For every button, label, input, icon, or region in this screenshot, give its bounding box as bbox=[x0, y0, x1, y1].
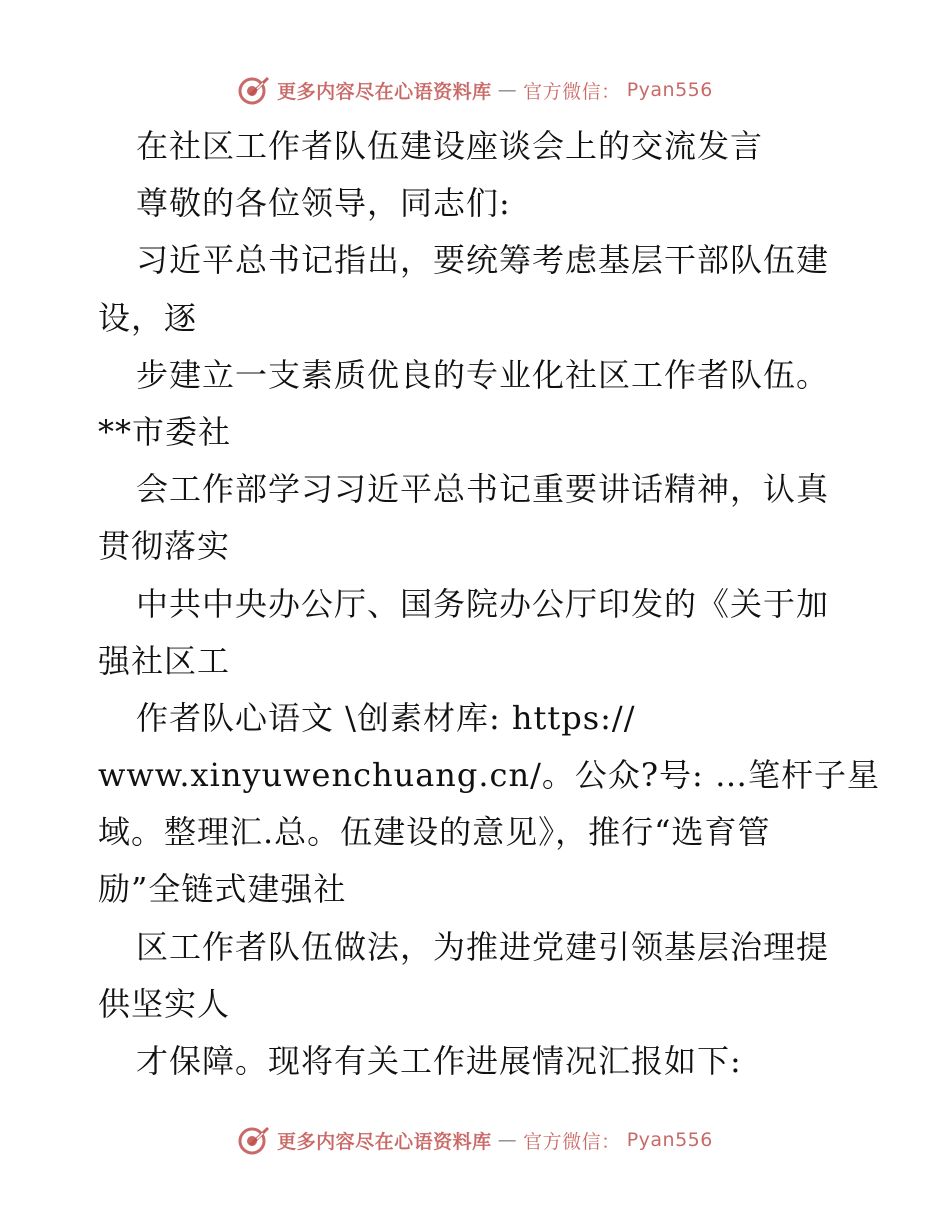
document-body bbox=[98, 118, 880, 1090]
paragraph-line: 步建立一支素质优良的专业化社区工作者队伍。 bbox=[136, 355, 830, 394]
paragraph-line: 设，逐 bbox=[98, 298, 198, 337]
paragraph-line: 区工作者队伍做法，为推进党建引领基层治理提 bbox=[136, 927, 830, 966]
paragraph-line: 会工作部学习习近平总书记重要讲话精神，认真 bbox=[136, 470, 830, 509]
watermark-wechat-label: 官方微信： bbox=[523, 1130, 621, 1153]
watermark-dash: — bbox=[497, 1129, 518, 1151]
header-watermark bbox=[0, 70, 950, 110]
watermark-wechat-id: Pyan556 bbox=[626, 1129, 713, 1151]
paragraph-line: 习近平总书记指出，要统筹考虑基层干部队伍建 bbox=[136, 241, 830, 280]
paragraph-line: 供坚实人 bbox=[98, 984, 231, 1023]
paragraph-line: **市委社 bbox=[98, 412, 232, 451]
watermark-wechat-id: Pyan556 bbox=[626, 79, 713, 101]
watermark-dash: — bbox=[497, 79, 518, 101]
paragraph-line: 贯彻落实 bbox=[98, 527, 231, 566]
paragraph-line: 才保障。现将有关工作进展情况汇报如下: bbox=[136, 1042, 742, 1080]
paragraph-line: www.xinyuwenchuang.cn/。公众?号: …笔杆子星 bbox=[98, 756, 880, 795]
pen-logo-icon bbox=[237, 73, 271, 107]
paragraph-line: 强社区工 bbox=[98, 641, 231, 680]
watermark-main-text: 更多内容尽在心语资料库 bbox=[277, 80, 492, 103]
footer-watermark bbox=[0, 1120, 950, 1160]
paragraph-line: 域。整理汇.总。伍建设的意见》，推行“选育管 bbox=[98, 813, 771, 852]
salutation-line: 尊敬的各位领导，同志们: bbox=[136, 184, 511, 223]
document-title: 在社区工作者队伍建设座谈会上的交流发言 bbox=[136, 127, 764, 165]
paragraph-line: 中共中央办公厅、国务院办公厅印发的《关于加 bbox=[136, 584, 830, 623]
paragraph-line: 励”全链式建强社 bbox=[98, 870, 347, 909]
paragraph-line: 作者队心语文 \创素材库: https:// bbox=[136, 698, 636, 737]
watermark-wechat-label: 官方微信： bbox=[523, 80, 621, 103]
pen-logo-icon bbox=[237, 1123, 271, 1157]
watermark-main-text: 更多内容尽在心语资料库 bbox=[277, 1130, 492, 1153]
